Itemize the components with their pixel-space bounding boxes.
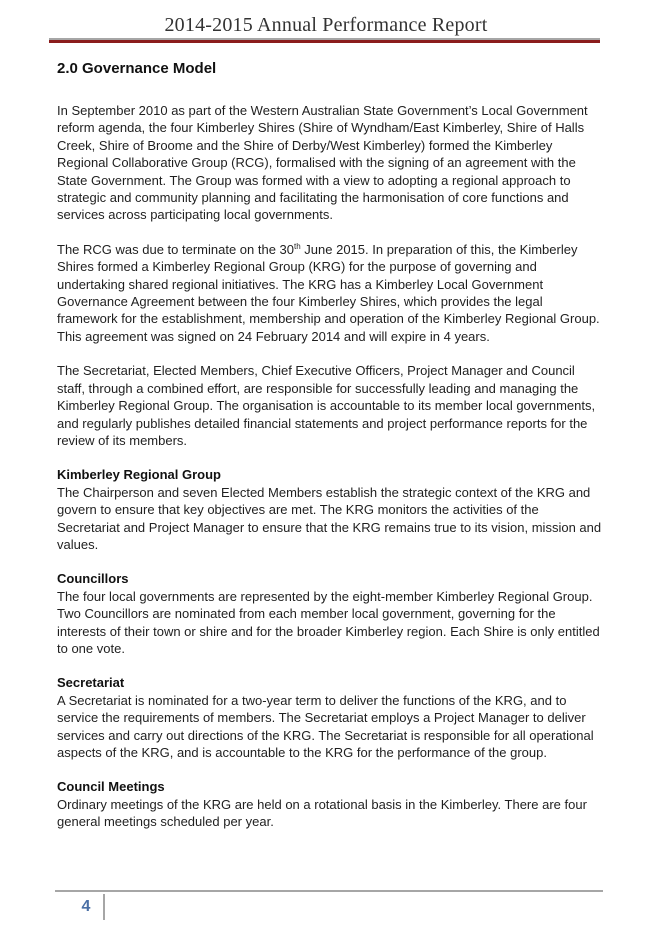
subsection-council-meetings — [57, 778, 602, 830]
subsection-councillors — [57, 570, 602, 657]
rcg-text-start: The RCG was due to terminate on the 30 — [57, 241, 295, 257]
header-accent-divider — [49, 40, 600, 43]
subsection-secretariat — [57, 674, 602, 761]
subsection-kimberley-regional-group — [57, 466, 602, 553]
subsection-title: Council Meetings — [57, 779, 165, 795]
subsection-body: A Secretariat is nominated for a two-year term to deliver the functions of the KRG, and to service the requirements of members. The Secretariat employs a Project Manager to deliver services and carry out directions of the KRG. The Secretariat is responsible for all operational aspects of the KRG, and is accountable to the KRG for the performance of the group. — [57, 692, 594, 760]
subsection-body: The four local governments are represented by the eight-member Kimberley Regional Group. Two Councillors are nominated from each member local government, governing for the interests of their town or shire and for the broader Kimberley region. Each Shire is only entitled to one vote. — [57, 588, 600, 656]
page-number: 4 — [81, 898, 91, 915]
secretariat-intro-paragraph: The Secretariat, Elected Members, Chief Executive Officers, Project Manager and Council staff, through a combined effort, are responsible for successfully leading and managing the Kimberley Regional Group. The organisation is accountable to its member local governments, and regularly publishes detailed financial statements and project performance reports for the review of its members. — [57, 363, 596, 448]
intro-paragraph: In September 2010 as part of the Western Australian State Government’s Local Government reform agenda, the four Kimberley Shires (Shire of Wyndham/East Kimberley, Shire of Halls Creek, Shire of Broome and the Shire of Derby/West Kimberley) formed the Kimberley Regional Collaborative Group (RCG), formalised with the signing of an agreement with the State Government. The Group was formed with a view to adopting a regional approach to strategic and community planning and facilitating the harmonisation of core functions and services across participating local governments. — [57, 103, 588, 223]
subsection-title: Councillors — [57, 571, 129, 587]
rcg-paragraph — [57, 241, 602, 345]
section-title: 2.0 Governance Model — [57, 60, 217, 77]
ordinal-superscript: th — [294, 241, 301, 251]
rcg-text-end: June 2015. In preparation of this, the Kimberley Shires formed a Kimberley Regional Group (KRG) for the purpose of governing and undertaking shared regional initiatives. The KRG has a Kimberley Local Government Governance Agreement between the four Kimberley Shires, which provides the legal framework for the establishment, membership and operation of the Kimberley Regional Group. This agreement was signed on 24 February 2014 and will expire in 4 years. — [57, 241, 600, 344]
report-title: 2014-2015 Annual Performance Report — [164, 14, 488, 36]
subsection-title: Secretariat — [57, 675, 125, 691]
page-content — [57, 58, 602, 848]
page-number-separator — [103, 894, 105, 920]
subsection-title: Kimberley Regional Group — [57, 467, 221, 483]
subsection-body: The Chairperson and seven Elected Members establish the strategic context of the KRG and govern to ensure that key objectives are met. The KRG monitors the activities of the Secretariat and Project Manager to ensure that the KRG remains true to its vision, mission and values. — [57, 484, 602, 552]
subsection-body: Ordinary meetings of the KRG are held on a rotational basis in the Kimberley. There are four general meetings scheduled per year. — [57, 796, 587, 830]
footer-divider — [55, 890, 603, 892]
